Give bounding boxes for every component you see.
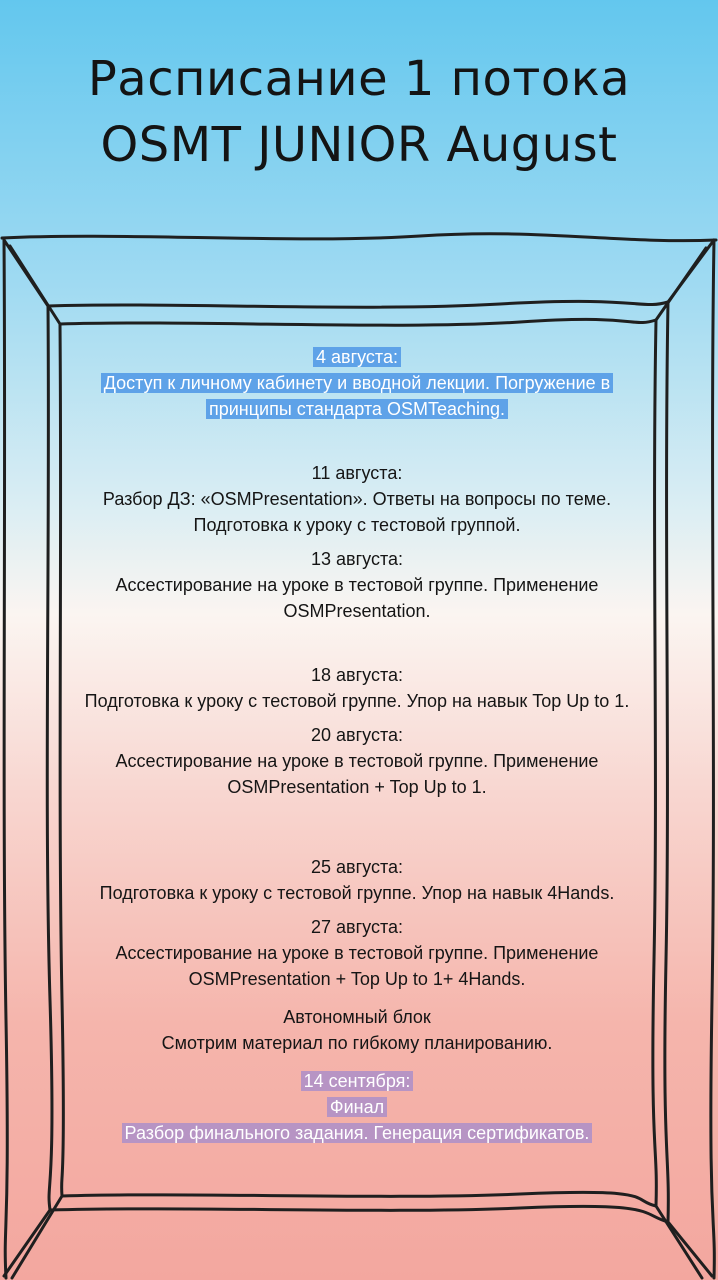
schedule-entry [70, 662, 644, 714]
entry-text: Доступ к личному кабинету и вводной лекции. Погружение в принципы стандарта OSMTeaching. [101, 373, 613, 419]
entry-date: 25 августа: [310, 857, 403, 877]
entry-text: Ассестирование на уроке в тестовой группе. Применение OSMPresentation + Top Up to 1+ 4Hands. [115, 943, 599, 989]
entry-date: 27 августа: [310, 917, 403, 937]
schedule-entry [70, 1068, 644, 1146]
page-title [0, 46, 718, 178]
entry-date: 4 августа: [313, 347, 401, 367]
schedule-entry [70, 546, 644, 624]
schedule-entry [70, 344, 644, 422]
schedule-entry [70, 854, 644, 906]
entry-date: 20 августа: [310, 725, 403, 745]
title-line-2: OSMT JUNIOR August [100, 117, 618, 173]
entry-text: Разбор ДЗ: «OSMPresentation». Ответы на вопросы по теме. Подготовка к уроку с тестовой группой. [102, 489, 612, 535]
entry-text: Подготовка к уроку с тестовой группе. Упор на навык Top Up to 1. [84, 691, 630, 711]
entry-date: 14 сентября: [301, 1071, 414, 1091]
entry-subtitle: Финал [327, 1097, 387, 1117]
entry-text: Смотрим материал по гибкому планированию. [161, 1033, 553, 1053]
entry-date: Автономный блок [283, 1007, 431, 1027]
entry-text: Ассестирование на уроке в тестовой группе. Применение OSMPresentation. [115, 575, 599, 621]
schedule-entry [70, 722, 644, 800]
schedule-entry [70, 460, 644, 538]
schedule-entry [70, 1004, 644, 1056]
entry-text: Разбор финального задания. Генерация сертификатов. [122, 1123, 593, 1143]
entry-date: 11 августа: [311, 463, 403, 483]
schedule [70, 344, 644, 1154]
entry-text: Подготовка к уроку с тестовой группе. Упор на навык 4Hands. [99, 883, 615, 903]
entry-date: 18 августа: [310, 665, 403, 685]
title-line-1: Расписание 1 потока [87, 51, 631, 107]
entry-date: 13 августа: [310, 549, 403, 569]
entry-text: Ассестирование на уроке в тестовой группе. Применение OSMPresentation + Top Up to 1. [115, 751, 599, 797]
schedule-entry [70, 914, 644, 992]
